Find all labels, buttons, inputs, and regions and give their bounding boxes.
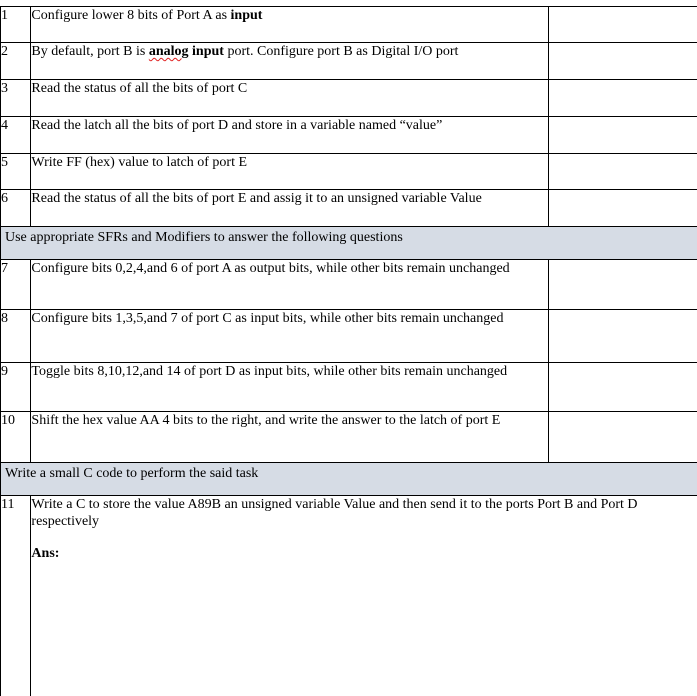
question-text — [31, 43, 548, 80]
answer-cell[interactable] — [548, 363, 697, 412]
question-number: 5 — [1, 154, 31, 190]
question-number: 6 — [1, 190, 31, 227]
answer-cell[interactable] — [548, 310, 697, 363]
question-row — [1, 363, 697, 412]
question-number: 3 — [1, 80, 31, 117]
question-row — [1, 154, 697, 190]
section-header-row — [1, 463, 697, 496]
question-text — [31, 7, 548, 43]
question-row — [1, 43, 697, 80]
question-text: Toggle bits 8,10,12,and 14 of port D as input bits, while other bits remain unchanged — [31, 363, 548, 412]
question-text-bold: input — [189, 44, 224, 59]
section-header-code: Write a small C code to perform the said task — [1, 463, 697, 496]
question-row — [1, 496, 697, 696]
answer-cell[interactable] — [548, 154, 697, 190]
question-number: 1 — [1, 7, 31, 43]
question-text-segment: Configure lower 8 bits of Port A as — [31, 8, 230, 23]
question-text-bold: input — [231, 8, 263, 23]
question-text: Read the latch all the bits of port D and store in a variable named “value” — [31, 117, 548, 154]
question-row — [1, 310, 697, 363]
question-number: 9 — [1, 363, 31, 412]
question-row — [1, 412, 697, 463]
question-text: Read the status of all the bits of port E and assig it to an unsigned variable Value — [31, 190, 548, 227]
question-number: 4 — [1, 117, 31, 154]
answer-cell[interactable] — [548, 7, 697, 43]
worksheet-table — [0, 6, 697, 696]
answer-cell[interactable] — [548, 190, 697, 227]
question-row — [1, 190, 697, 227]
question-text: Read the status of all the bits of port C — [31, 80, 548, 117]
answer-cell[interactable] — [548, 412, 697, 463]
question-number: 7 — [1, 260, 31, 310]
answer-cell[interactable] — [548, 43, 697, 80]
question-text: Write FF (hex) value to latch of port E — [31, 154, 548, 190]
answer-cell[interactable] — [548, 80, 697, 117]
question-number: 2 — [1, 43, 31, 80]
question-row — [1, 117, 697, 154]
question-row — [1, 260, 697, 310]
question-text: Configure bits 1,3,5,and 7 of port C as input bits, while other bits remain unchanged — [31, 310, 548, 363]
question-number: 8 — [1, 310, 31, 363]
answer-cell[interactable] — [548, 260, 697, 310]
section-header-row — [1, 227, 697, 260]
question-text: Shift the hex value AA 4 bits to the right, and write the answer to the latch of port E — [31, 412, 548, 463]
question-text-segment: port. Configure port B as Digital I/O port — [224, 44, 458, 59]
spellcheck-flagged-word: analog — [149, 44, 189, 59]
question-row — [1, 80, 697, 117]
answer-label: Ans: — [31, 545, 697, 562]
question-text-segment: By default, port B is — [31, 44, 148, 59]
question-text: Configure bits 0,2,4,and 6 of port A as output bits, while other bits remain unchanged — [31, 260, 548, 310]
question-text[interactable] — [31, 496, 697, 696]
question-number: 11 — [1, 496, 31, 696]
question-text-segment: Write a C to store the value A89B an unsigned variable Value and then send it to the ports Port B and Port D respectively — [31, 497, 637, 529]
question-row — [1, 7, 697, 43]
section-header-sfr: Use appropriate SFRs and Modifiers to answer the following questions — [1, 227, 697, 260]
answer-cell[interactable] — [548, 117, 697, 154]
question-number: 10 — [1, 412, 31, 463]
